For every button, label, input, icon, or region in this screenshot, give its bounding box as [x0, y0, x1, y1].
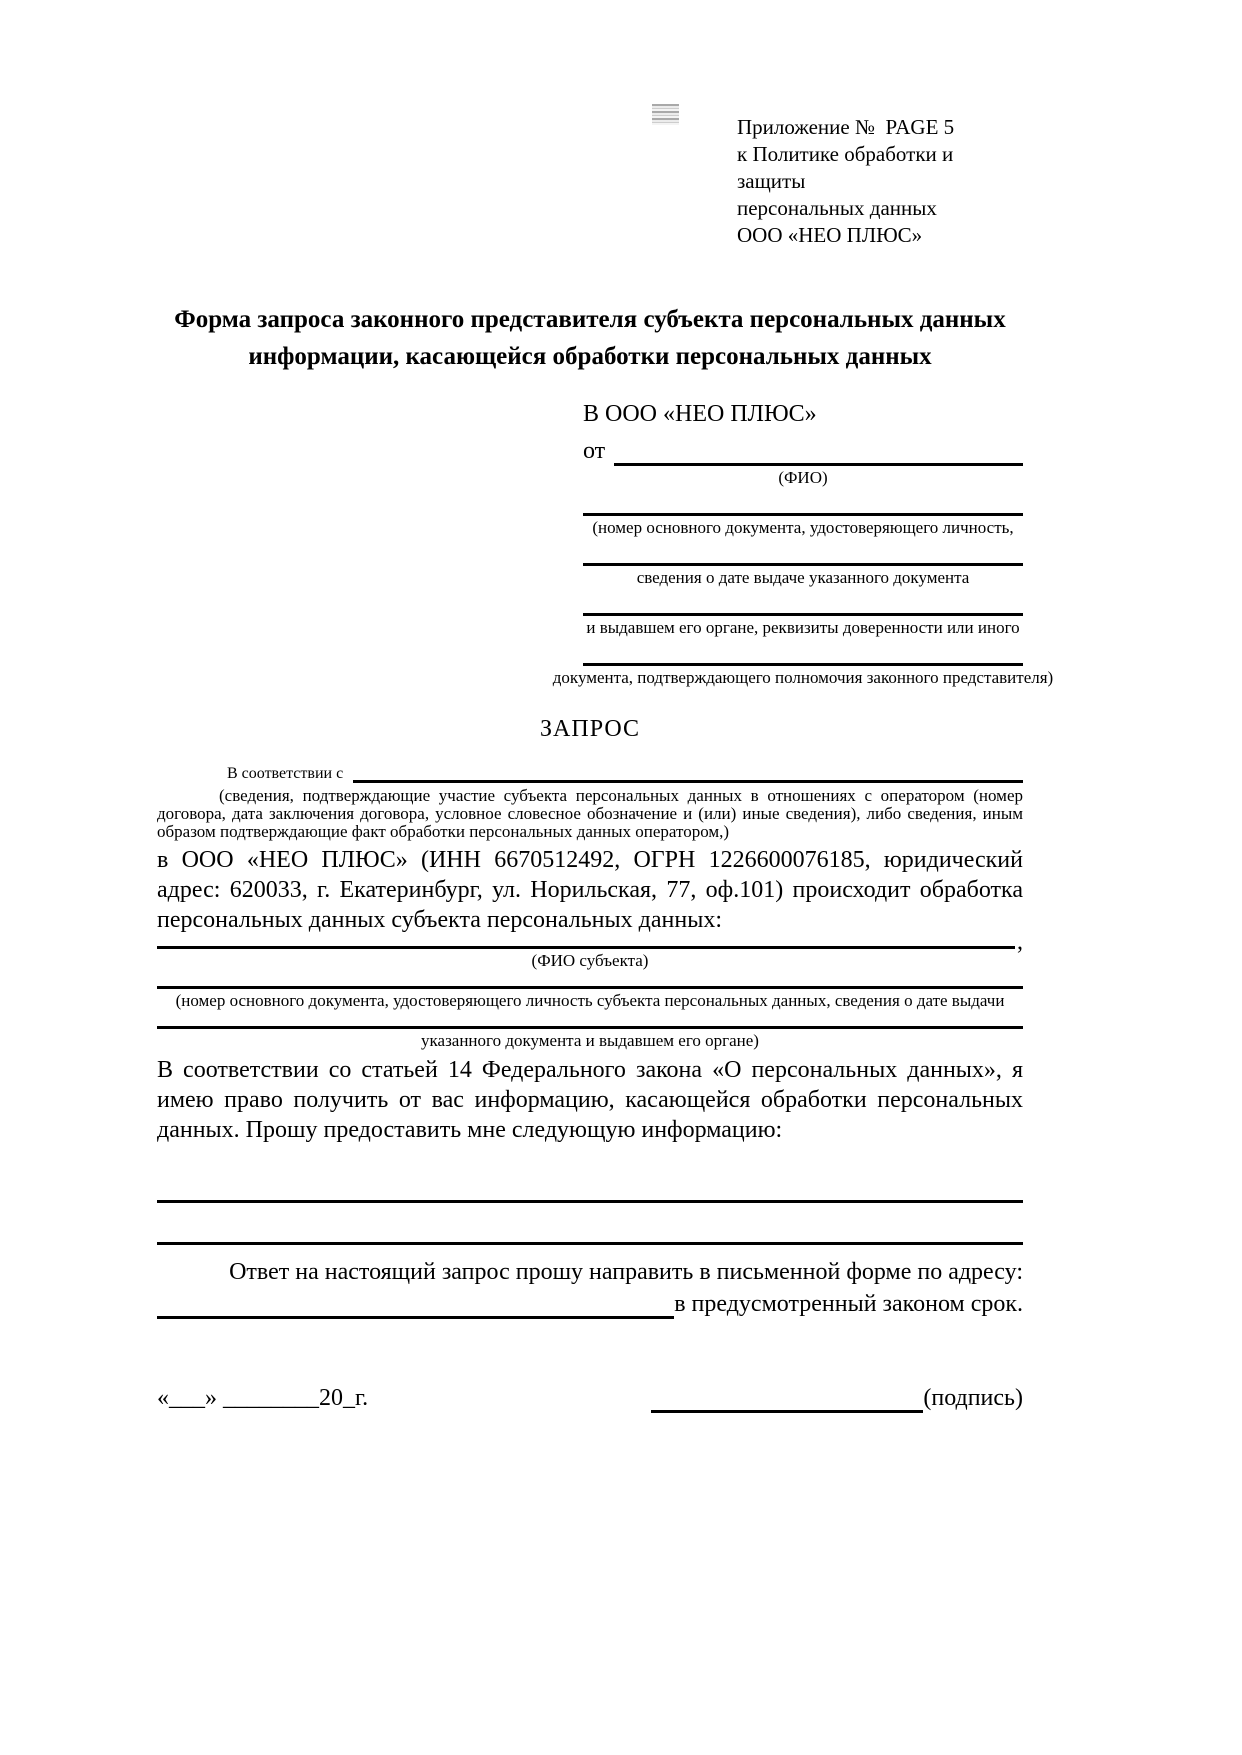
document-content — [157, 0, 1054, 1413]
appendix-line: персональных данных — [737, 196, 937, 220]
subject-fio-blank-line — [157, 946, 1015, 949]
signature-group — [651, 1383, 1023, 1413]
operator-paragraph: в ООО «НЕО ПЛЮС» (ИНН 6670512492, ОГРН 1226600076185, юридический адрес: 620033, г. Екатеринбург, ул. Норильская, 77, оф.101) происходит обработка персональных данных субъекта персональных данных: — [157, 847, 1023, 933]
accordance-row — [157, 751, 1023, 783]
page-title — [157, 301, 1023, 375]
law-paragraph: В соответствии со статьей 14 Федерального закона «О персональных данных», я имею право получить от вас информацию, касающейся обработки персональных данных. Прошу предоставить мне следующую информацию: — [157, 1057, 1023, 1143]
appendix-header — [737, 0, 1023, 249]
reply-row — [157, 1289, 1023, 1319]
info-blank-line-1 — [157, 1175, 1023, 1203]
request-heading: ЗАПРОС — [540, 716, 640, 742]
doc-blank-line-4 — [583, 638, 1023, 666]
doc-blank-line-3 — [583, 588, 1023, 616]
reply-address-line: Ответ на настоящий запрос прошу направить в письменной форме по адресу: — [229, 1259, 1023, 1285]
appendix-line: ООО «НЕО ПЛЮС» — [737, 223, 923, 247]
appendix-line: к Политике обработки и защиты — [737, 142, 959, 193]
accordance-blank-line — [353, 751, 1023, 783]
subject-fio-row — [157, 929, 1023, 955]
small-print-note: (сведения, подтверждающие участие субъекта персональных данных в отношениях с оператором (номер договора, дата заключения договора, условное словесное обозначение и (или) иные сведения), либо сведения, иным образом подтверждающие факт обработки персональных данных оператором,) — [157, 786, 1023, 841]
info-blank-line-2 — [157, 1203, 1023, 1245]
reply-address-blank-line — [157, 1291, 674, 1319]
fio-blank-line — [614, 432, 1023, 466]
appendix-line: Приложение № PAGE 5 — [737, 115, 955, 139]
subject-doc-blank-line-1 — [157, 971, 1023, 989]
from-label: от — [583, 438, 606, 464]
subject-fio-caption: (ФИО субъекта) — [531, 951, 649, 970]
from-row — [583, 432, 1023, 466]
subject-doc-caption-2: указанного документа и выдавшем его органе) — [421, 1031, 759, 1050]
doc-blank-line-2 — [583, 538, 1023, 566]
accordance-label: В соответствии с — [227, 765, 344, 782]
reply-tail: в предусмотренный законом срок. — [674, 1291, 1023, 1317]
doc-blank-line-1 — [583, 488, 1023, 516]
subject-doc-blank-line-2 — [157, 1011, 1023, 1029]
subject-doc-caption-1: (номер основного документа, удостоверяющего личность субъекта персональных данных, сведения о дате выдачи — [175, 991, 1005, 1010]
footer-row — [157, 1383, 1023, 1413]
doc-caption-3: и выдавшем его органе, реквизиты доверенности или иного — [586, 618, 1020, 637]
date-line: «___» ________20_г. — [157, 1385, 369, 1411]
signature-caption: (подпись) — [923, 1385, 1023, 1411]
doc-caption-2: сведения о дате выдаче указанного документа — [636, 568, 970, 587]
page-title-line: Форма запроса законного представителя субъекта персональных данных — [174, 306, 1006, 333]
doc-caption-1: (номер основного документа, удостоверяющего личность, — [592, 518, 1014, 537]
fio-caption: (ФИО) — [778, 468, 828, 487]
addressee-block — [552, 399, 1054, 688]
page-title-line: информации, касающейся обработки персональных данных — [248, 343, 932, 370]
subject-fio-comma: , — [1017, 929, 1023, 955]
signature-blank-line — [651, 1391, 923, 1413]
addressee-to: В ООО «НЕО ПЛЮС» — [583, 401, 817, 427]
doc-caption-4: документа, подтверждающего полномочия законного представителя) — [552, 668, 1054, 687]
